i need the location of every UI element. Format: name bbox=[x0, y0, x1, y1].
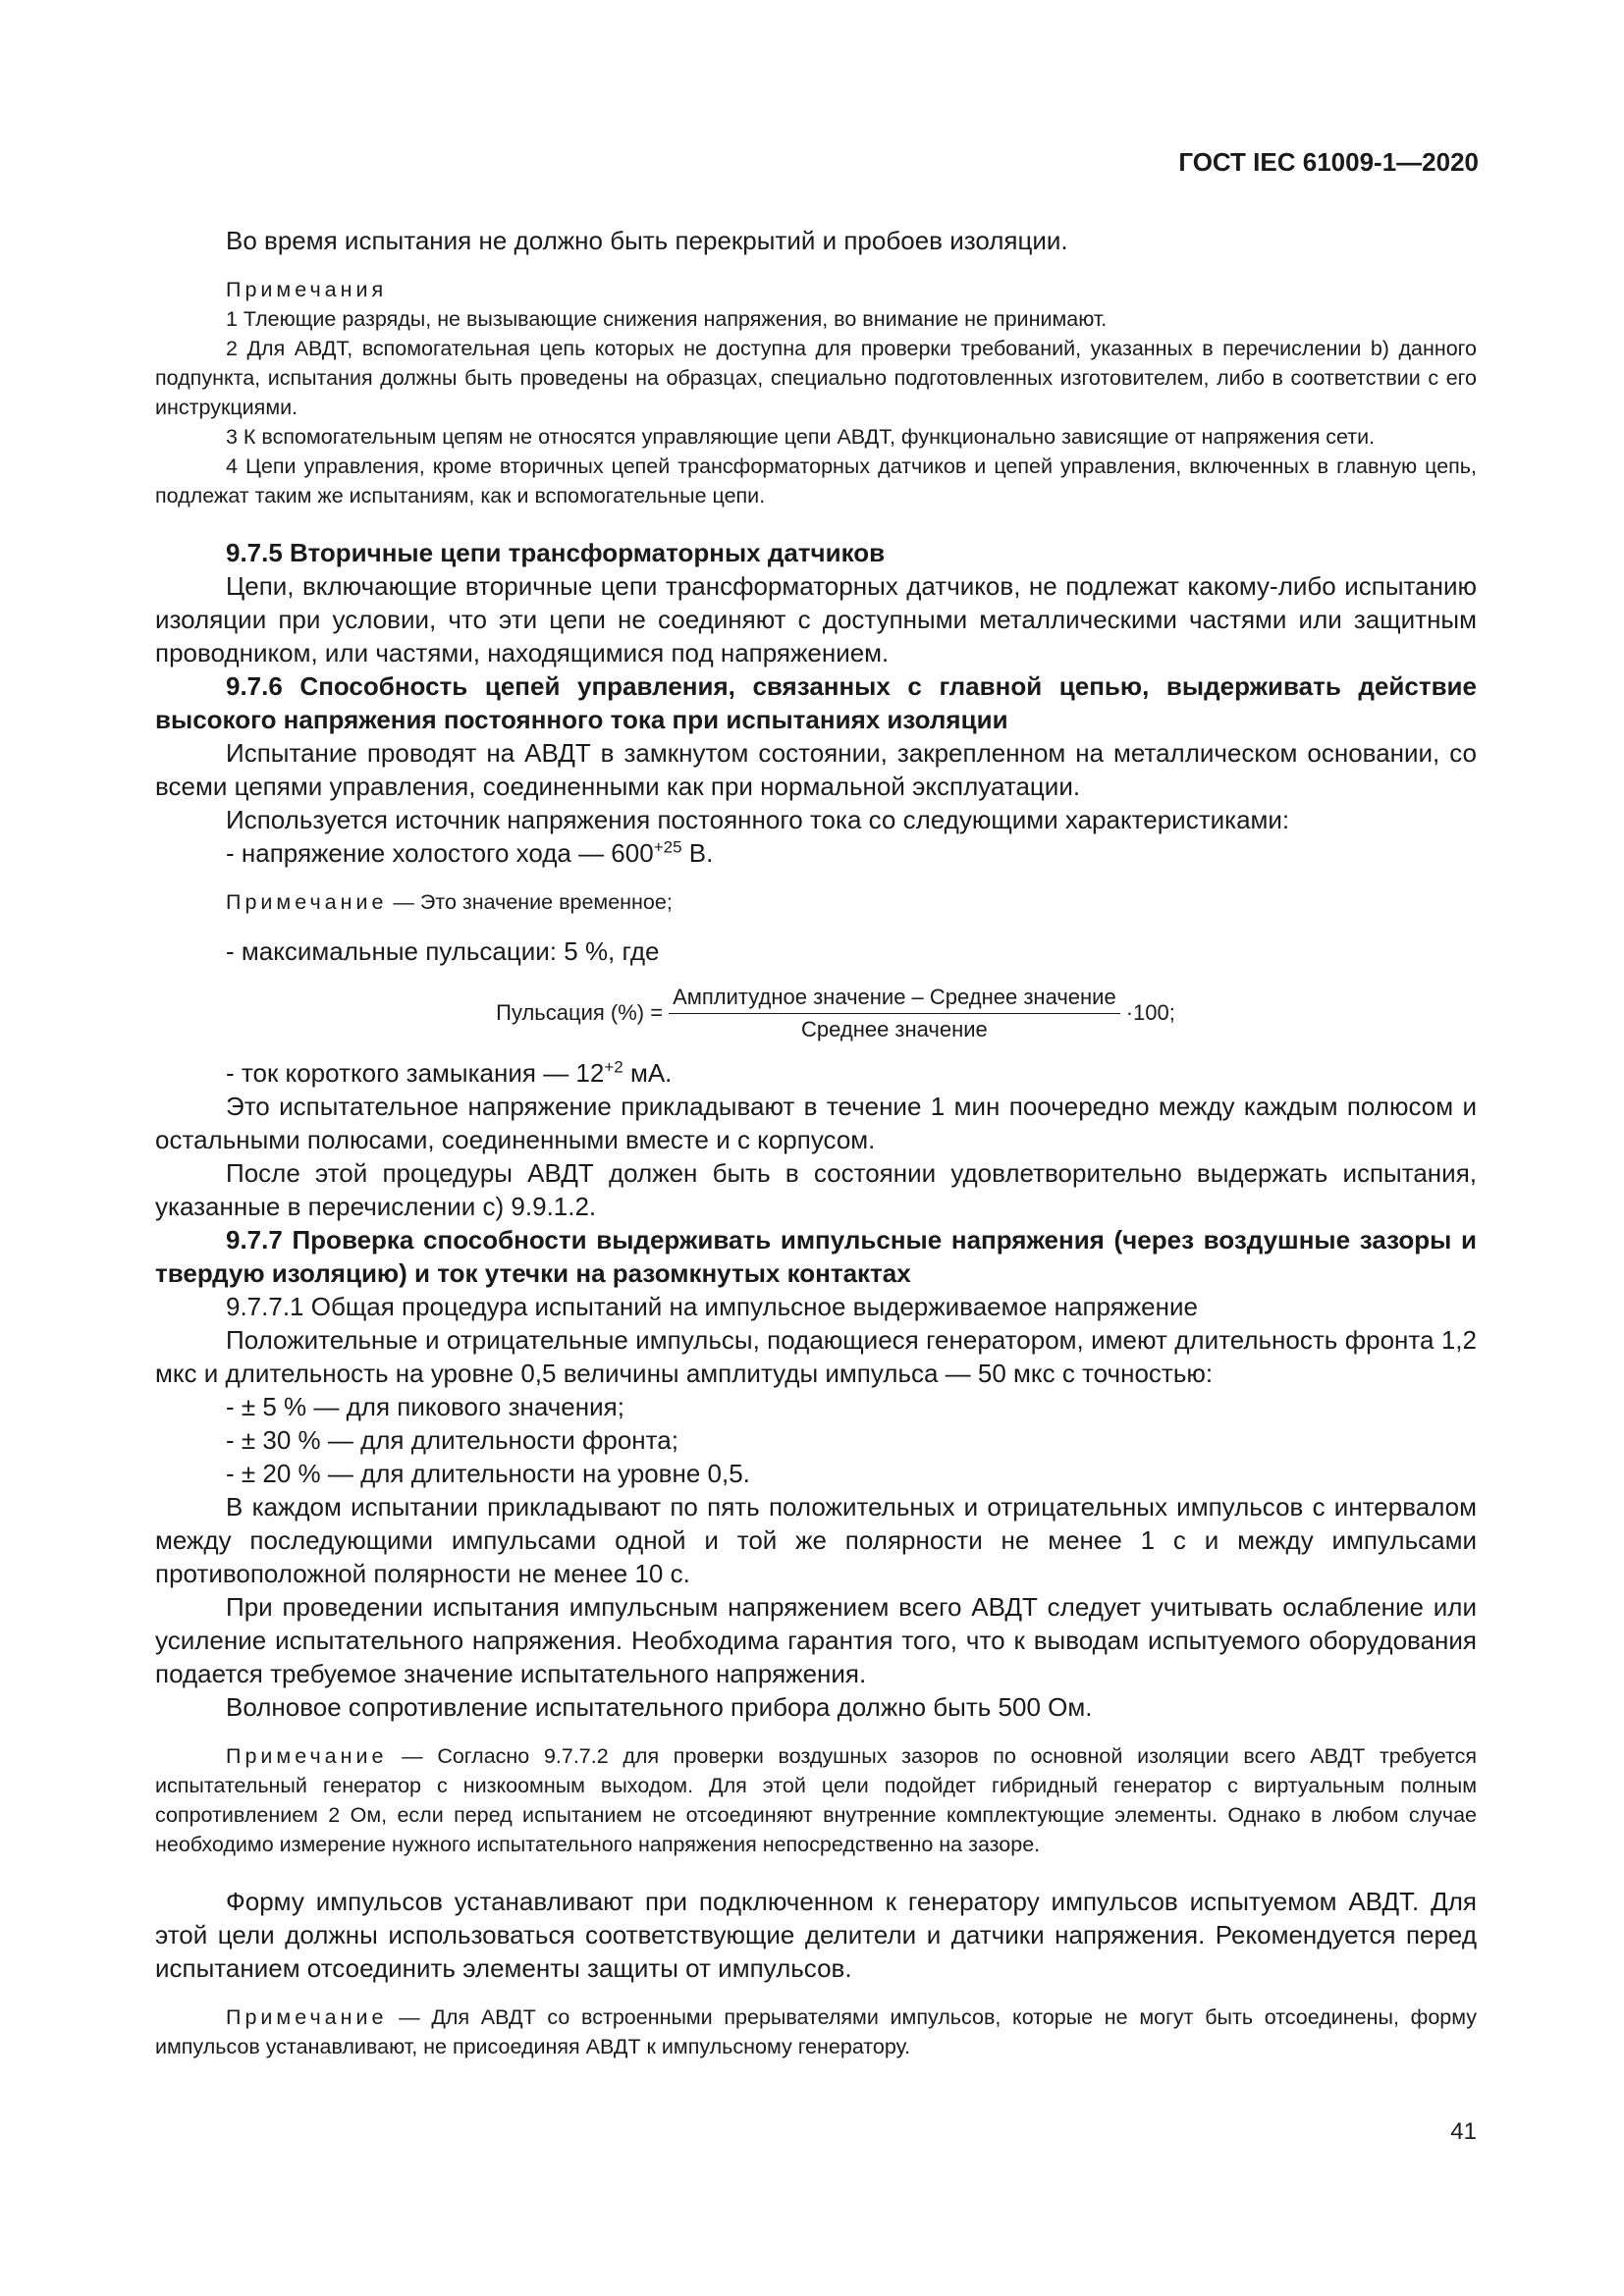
list-item: - максимальные пульсации: 5 %, где bbox=[226, 936, 660, 966]
list-item: - напряжение холостого хода — $600^{+25}$ В. bbox=[226, 837, 714, 868]
page-content bbox=[155, 224, 1477, 2061]
list-item: - ± 30 % — для длительности фронта; bbox=[226, 1425, 678, 1455]
paragraph: Испытание проводят на АВДТ в замкнутом состоянии, закрепленном на металлическом основании, со всеми цепями управления, соединенными как при нормальной эксплуатации. bbox=[155, 738, 1477, 801]
note-item: 4 Цепи управления, кроме вторичных цепей трансформаторных датчиков и цепей управления, включенных в главную цепь, подлежат таким же испытаниям, как и вспомогательные цепи. bbox=[155, 454, 1477, 507]
list-item: - ток короткого замыкания — $12^{+2}$ мА. bbox=[226, 1057, 673, 1088]
formula-numerator: Амплитудное значение – Среднее значение bbox=[669, 985, 1120, 1014]
note: Примечание — Для АВДТ со встроенными прерывателями импульсов, которые не могут быть отсоединены, форму импульсов устанавливают, не присоединяя АВДТ к импульсному генератору. bbox=[155, 2005, 1478, 2058]
paragraph: В каждом испытании прикладывают по пять положительных и отрицательных импульсов с интервалом между последующими импульсами одной и той же полярности не менее 1 с и между импульсами противоположной полярности не менее 10 с. bbox=[155, 1492, 1477, 1588]
paragraph: Во время испытания не должно быть перекрытий и пробоев изоляции. bbox=[226, 226, 1068, 255]
paragraph: Используется источник напряжения постоянного тока со следующими характеристиками: bbox=[226, 805, 1290, 834]
list-item: - ± 5 % — для пикового значения; bbox=[226, 1392, 624, 1421]
notes-heading: Примечания bbox=[226, 278, 388, 301]
note: Примечание — Это значение временное; bbox=[226, 890, 673, 914]
paragraph: Положительные и отрицательные импульсы, подающиеся генератором, имеют длительность фронта 1,2 мкс и длительность на уровне 0,5 величины амплитуды импульса — 50 мкс с точностью: bbox=[155, 1325, 1477, 1388]
section-title: 9.7.7 Проверка способности выдерживать импульсные напряжения (через воздушные зазоры и твердую изоляцию) и ток утечки на разомкнутых контактах bbox=[155, 1225, 1477, 1288]
formula-fraction bbox=[669, 985, 1120, 1042]
paragraph: Это испытательное напряжение прикладывают в течение 1 мин поочередно между каждым полюсом и остальными полюсами, соединенными вместе и с корпусом. bbox=[155, 1092, 1477, 1154]
paragraph: При проведении испытания импульсным напряжением всего АВДТ следует учитывать ослабление или усиление испытательного напряжения. Необходима гарантия того, что к выводам испытуемого оборудования подается требуемое значение испытательного напряжения. bbox=[155, 1592, 1477, 1688]
document-header: ГОСТ IEC 61009-1—2020 bbox=[1178, 147, 1479, 177]
section-title: 9.7.5 Вторичные цепи трансформаторных датчиков bbox=[226, 538, 886, 567]
paragraph: Волновое сопротивление испытательного прибора должно быть 500 Ом. bbox=[226, 1692, 1093, 1722]
note-item: 3 К вспомогательным цепям не относятся управляющие цепи АВДТ, функционально зависящие от напряжения сети. bbox=[226, 425, 1376, 449]
formula-rhs: ·100; bbox=[1125, 1000, 1175, 1025]
paragraph: Форму импульсов устанавливают при подключенном к генератору импульсов испытуемом АВДТ. Для этой цели должны использоваться соответствующие делители и датчики напряжения. Рекомендуется перед испытанием отсоединить элементы защиты от импульсов. bbox=[155, 1887, 1477, 1983]
page-number: 41 bbox=[1450, 2118, 1477, 2145]
note-item: 2 Для АВДТ, вспомогательная цепь которых не доступна для проверки требований, указанных в перечислении b) данного подпункта, испытания должны быть проведены на образцах, специально подготовленных изготовителем, либо в соответствии с его инструкциями. bbox=[155, 337, 1477, 419]
note: Примечание — Согласно 9.7.7.2 для проверки воздушных зазоров по основной изоляции всего АВДТ требуется испытательный генератор с низкоомным выходом. Для этой цели подойдет гибридный генератор с виртуальным полным сопротивлением 2 Ом, если перед испытанием не отсоединяют внутренние комплектующие элементы. Однако в любом случае необходимо измерение нужного испытательного напряжения непосредственно на зазоре. bbox=[155, 1744, 1477, 1856]
list-item: - ± 20 % — для длительности на уровне 0,5. bbox=[226, 1459, 750, 1488]
paragraph: После этой процедуры АВДТ должен быть в состоянии удовлетворительно выдержать испытания, указанные в перечислении с) 9.9.1.2. bbox=[155, 1158, 1477, 1221]
formula-lhs: Пульсация (%) = bbox=[496, 1000, 664, 1025]
ripple-formula bbox=[155, 978, 1477, 1048]
formula-denominator: Среднее значение bbox=[800, 1016, 988, 1041]
note-item: 1 Тлеющие разряды, не вызывающие снижения напряжения, во внимание не принимают. bbox=[226, 307, 1108, 331]
subsection-title: 9.7.7.1 Общая процедура испытаний на импульсное выдерживаемое напряжение bbox=[226, 1292, 1198, 1321]
section-title: 9.7.6 Способность цепей управления, связанных с главной цепью, выдерживать действие высокого напряжения постоянного тока при испытаниях изоляции bbox=[155, 671, 1477, 734]
paragraph: Цепи, включающие вторичные цепи трансформаторных датчиков, не подлежат какому-либо испытанию изоляции при условии, что эти цепи не соединяют с доступными металлическими частями или защитным проводником, или частями, находящимися под напряжением. bbox=[155, 571, 1477, 667]
